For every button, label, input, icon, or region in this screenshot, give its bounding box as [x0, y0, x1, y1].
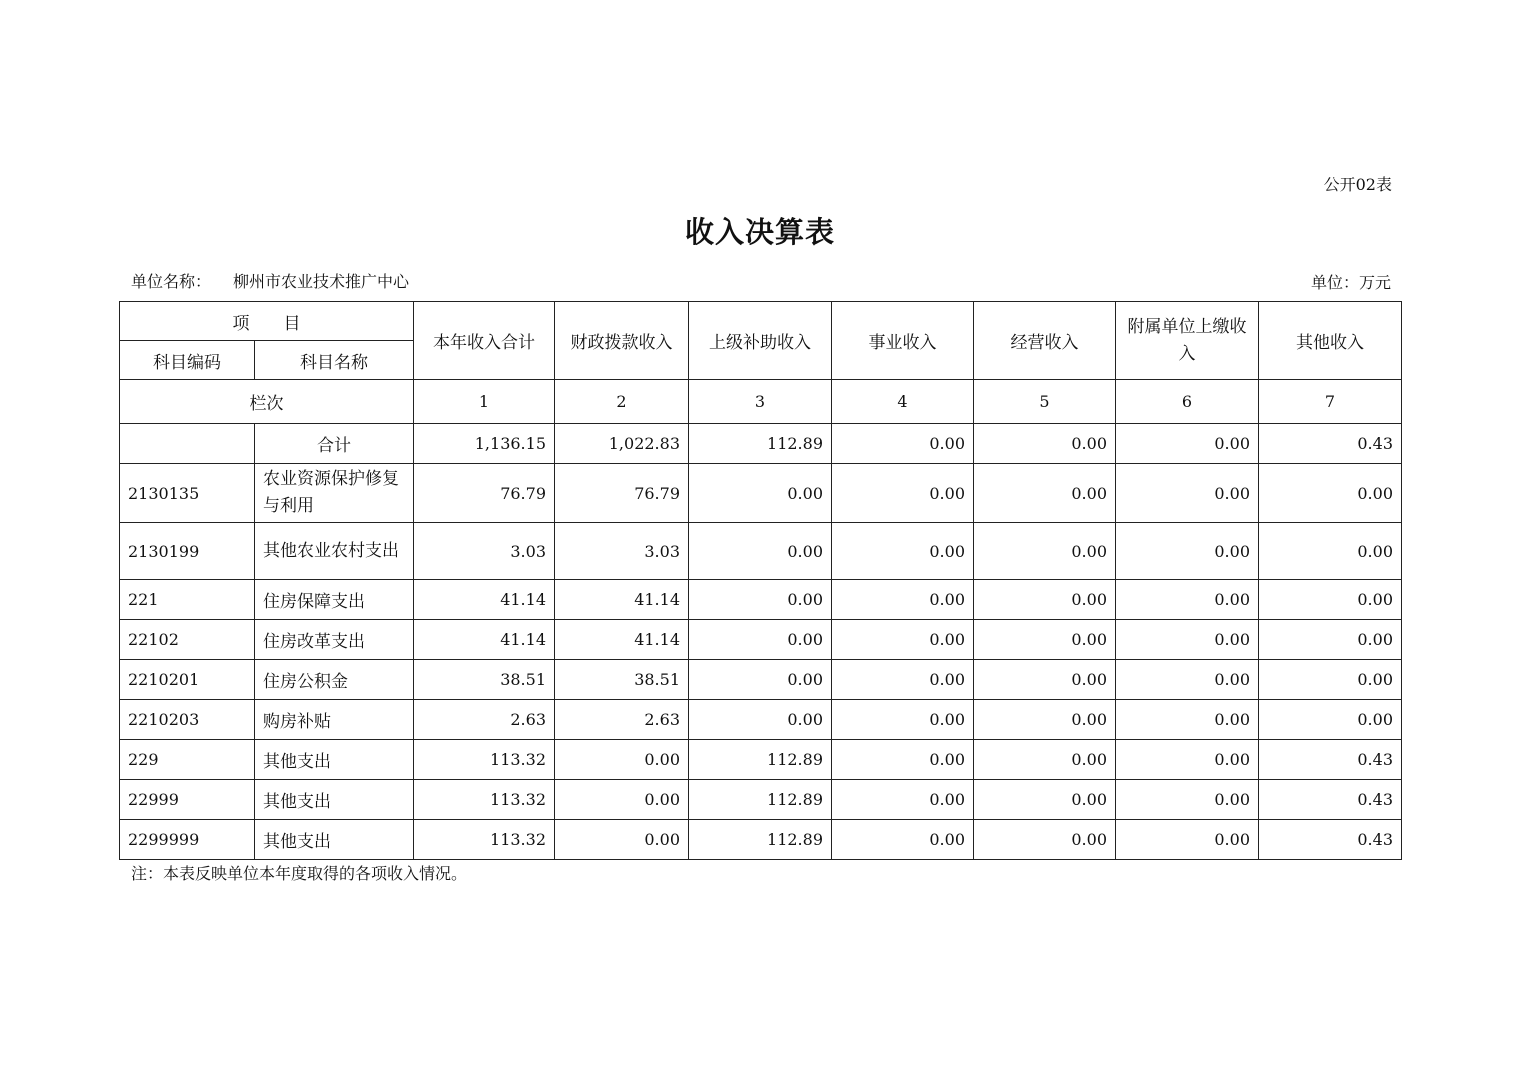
row-value: 0.00 — [689, 620, 832, 660]
row-value: 0.00 — [1116, 523, 1259, 580]
table-row — [120, 700, 1402, 740]
row-value: 0.00 — [832, 464, 974, 523]
row-value: 41.14 — [414, 620, 555, 660]
header-col-6: 附属单位上缴收入 — [1116, 302, 1259, 380]
row-value: 0.00 — [1259, 580, 1402, 620]
header-col-3: 上级补助收入 — [689, 302, 832, 380]
header-col-7: 其他收入 — [1259, 302, 1402, 380]
row-value: 0.00 — [555, 740, 689, 780]
row-code: 221 — [120, 580, 255, 620]
row-value: 0.00 — [832, 660, 974, 700]
row-value: 0.00 — [974, 700, 1116, 740]
row-value: 113.32 — [414, 820, 555, 860]
row-value: 0.00 — [1116, 700, 1259, 740]
row-value: 76.79 — [414, 464, 555, 523]
row-value: 0.00 — [974, 660, 1116, 700]
column-number: 7 — [1259, 380, 1402, 424]
row-value: 3.03 — [555, 523, 689, 580]
total-row — [120, 424, 1402, 464]
column-number: 2 — [555, 380, 689, 424]
row-name: 其他支出 — [255, 740, 414, 780]
row-name: 购房补贴 — [255, 700, 414, 740]
row-code: 2130135 — [120, 464, 255, 523]
row-value: 38.51 — [555, 660, 689, 700]
row-value: 0.00 — [832, 620, 974, 660]
row-value: 0.00 — [974, 780, 1116, 820]
row-value: 41.14 — [414, 580, 555, 620]
column-number: 4 — [832, 380, 974, 424]
row-name: 住房改革支出 — [255, 620, 414, 660]
row-value: 0.00 — [1259, 660, 1402, 700]
row-value: 0.00 — [1116, 820, 1259, 860]
row-name: 其他支出 — [255, 820, 414, 860]
table-row — [120, 620, 1402, 660]
row-value: 0.00 — [689, 660, 832, 700]
row-name: 住房公积金 — [255, 660, 414, 700]
unit-name-value: 柳州市农业技术推广中心 — [233, 272, 410, 291]
total-code — [120, 424, 255, 464]
row-value: 0.00 — [1116, 740, 1259, 780]
total-value: 1,022.83 — [555, 424, 689, 464]
row-value: 0.00 — [832, 820, 974, 860]
row-value: 3.03 — [414, 523, 555, 580]
table-note: 注：本表反映单位本年度取得的各项收入情况。 — [131, 864, 468, 883]
row-value: 0.00 — [832, 780, 974, 820]
header-col-2: 财政拨款收入 — [555, 302, 689, 380]
row-value: 0.00 — [974, 620, 1116, 660]
row-value: 0.00 — [689, 464, 832, 523]
row-value: 0.00 — [832, 700, 974, 740]
table-row — [120, 464, 1402, 523]
row-value: 0.00 — [1116, 660, 1259, 700]
row-value: 0.00 — [1116, 580, 1259, 620]
column-number: 1 — [414, 380, 555, 424]
row-code: 2210201 — [120, 660, 255, 700]
row-name: 其他农业农村支出 — [255, 523, 414, 580]
row-value: 2.63 — [414, 700, 555, 740]
row-value: 0.00 — [555, 820, 689, 860]
form-number: 公开02表 — [1323, 175, 1392, 194]
total-value: 0.43 — [1259, 424, 1402, 464]
row-value: 0.00 — [974, 464, 1116, 523]
row-value: 0.00 — [974, 740, 1116, 780]
row-value: 2.63 — [555, 700, 689, 740]
row-value: 113.32 — [414, 780, 555, 820]
row-value: 112.89 — [689, 740, 832, 780]
total-value: 0.00 — [832, 424, 974, 464]
row-value: 0.00 — [1259, 523, 1402, 580]
table-row — [120, 780, 1402, 820]
header-item: 项 目 — [120, 302, 414, 341]
row-value: 113.32 — [414, 740, 555, 780]
row-value: 0.00 — [689, 700, 832, 740]
row-value: 0.00 — [832, 580, 974, 620]
table-row — [120, 660, 1402, 700]
row-code: 229 — [120, 740, 255, 780]
header-name: 科目名称 — [255, 341, 414, 380]
row-value: 0.00 — [1116, 464, 1259, 523]
page-title: 收入决算表 — [684, 215, 835, 249]
row-value: 38.51 — [414, 660, 555, 700]
unit-name-line — [131, 269, 409, 292]
row-value: 112.89 — [689, 780, 832, 820]
row-value: 41.14 — [555, 620, 689, 660]
row-value: 0.00 — [689, 523, 832, 580]
row-name: 住房保障支出 — [255, 580, 414, 620]
header-col-5: 经营收入 — [974, 302, 1116, 380]
row-value: 0.00 — [555, 780, 689, 820]
row-value: 0.43 — [1259, 780, 1402, 820]
total-value: 112.89 — [689, 424, 832, 464]
row-value: 0.43 — [1259, 740, 1402, 780]
header-code: 科目编码 — [120, 341, 255, 380]
row-name: 其他支出 — [255, 780, 414, 820]
row-value: 0.00 — [832, 523, 974, 580]
row-value: 0.00 — [1259, 700, 1402, 740]
currency-unit: 单位：万元 — [1310, 273, 1391, 292]
column-number: 5 — [974, 380, 1116, 424]
row-code: 2210203 — [120, 700, 255, 740]
row-code: 22102 — [120, 620, 255, 660]
column-index-row — [120, 380, 1402, 424]
row-value: 0.00 — [1259, 620, 1402, 660]
column-number: 3 — [689, 380, 832, 424]
row-value: 0.00 — [1259, 464, 1402, 523]
row-value: 112.89 — [689, 820, 832, 860]
row-value: 41.14 — [555, 580, 689, 620]
row-value: 0.00 — [689, 580, 832, 620]
column-number: 6 — [1116, 380, 1259, 424]
header-col-1: 本年收入合计 — [414, 302, 555, 380]
unit-name-label: 单位名称： — [131, 272, 212, 291]
total-label: 合计 — [255, 424, 414, 464]
total-value: 1,136.15 — [414, 424, 555, 464]
income-table — [119, 301, 1402, 860]
column-index-label: 栏次 — [120, 380, 414, 424]
row-value: 0.00 — [974, 580, 1116, 620]
row-value: 0.43 — [1259, 820, 1402, 860]
table-row — [120, 740, 1402, 780]
total-value: 0.00 — [974, 424, 1116, 464]
row-value: 0.00 — [974, 523, 1116, 580]
header-col-4: 事业收入 — [832, 302, 974, 380]
table-row — [120, 820, 1402, 860]
row-value: 0.00 — [1116, 780, 1259, 820]
row-code: 2299999 — [120, 820, 255, 860]
total-value: 0.00 — [1116, 424, 1259, 464]
row-value: 76.79 — [555, 464, 689, 523]
row-value: 0.00 — [1116, 620, 1259, 660]
row-value: 0.00 — [974, 820, 1116, 860]
table-row — [120, 523, 1402, 580]
row-value: 0.00 — [832, 740, 974, 780]
table-row — [120, 580, 1402, 620]
row-name: 农业资源保护修复与利用 — [255, 464, 414, 523]
header-row-1 — [120, 302, 1402, 341]
row-code: 2130199 — [120, 523, 255, 580]
row-code: 22999 — [120, 780, 255, 820]
